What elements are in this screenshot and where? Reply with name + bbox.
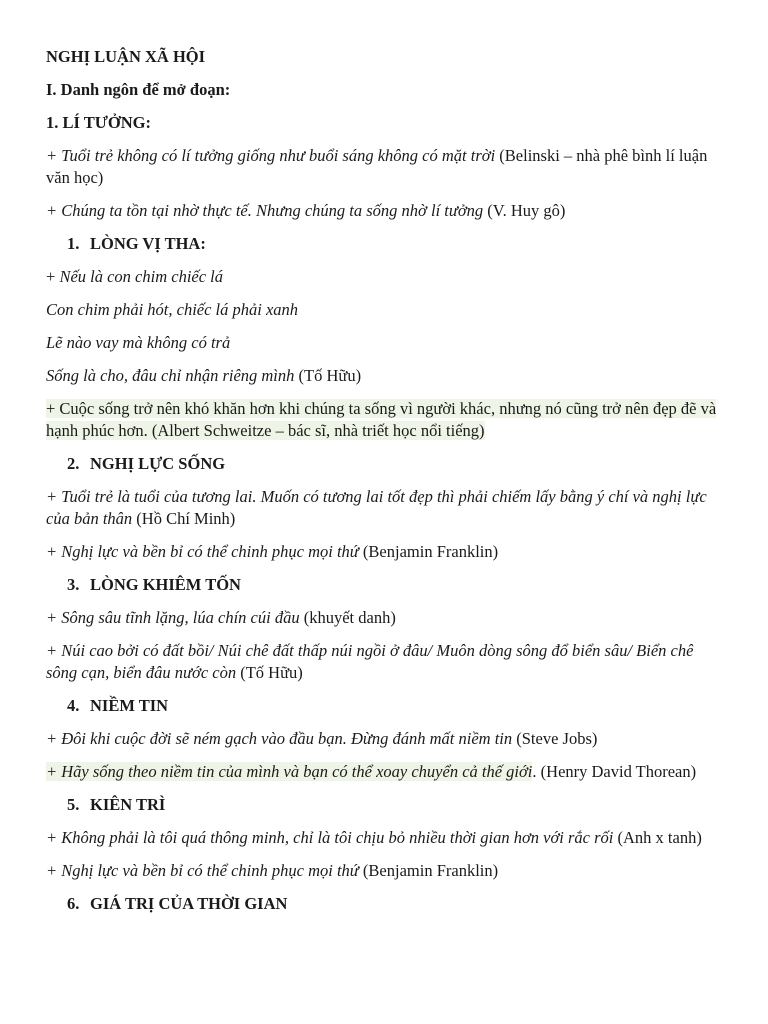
topic-title: LÒNG KHIÊM TỐN — [90, 575, 241, 594]
topic-heading-altruism — [46, 233, 720, 255]
poem-line-2 — [46, 299, 720, 321]
quote-source: (Benjamin Franklin) — [358, 861, 499, 880]
quote-source: . (Henry David Thorean) — [532, 762, 697, 781]
topic-number: 2. — [67, 454, 80, 473]
topic-heading-perseverance — [46, 794, 720, 816]
quote-faith-2 — [46, 761, 720, 783]
document-title: NGHỊ LUẬN XÃ HỘI — [46, 47, 206, 66]
topic-number: 6. — [67, 894, 80, 913]
topic-heading-time — [46, 893, 720, 915]
quote-text: + Tuổi trẻ là tuổi của tương lai. Muốn có tương lai tốt đẹp thì phải chiếm lấy bằng ý chí và nghị lực của bản thân — [46, 487, 707, 528]
quote-source: (Benjamin Franklin) — [358, 542, 499, 561]
quote-text: + Chúng ta tồn tại nhờ thực tế. Nhưng chúng ta sống nhờ lí tưởng — [46, 201, 484, 220]
quote-willpower-2 — [46, 541, 720, 563]
topic-number: 3. — [67, 575, 80, 594]
quote-perseverance-2 — [46, 860, 720, 882]
topic-number: 5. — [67, 795, 80, 814]
topic-number: 4. — [67, 696, 80, 715]
quote-source: (Tố Hữu) — [294, 366, 362, 385]
quote-ideal-1 — [46, 145, 720, 189]
quote-source: (Tố Hữu) — [236, 663, 303, 682]
topic-title: NGHỊ LỰC SỐNG — [90, 454, 226, 473]
quote-source: (Steve Jobs) — [512, 729, 598, 748]
quote-source: (Belinski – nhà phê bình lí luận văn học) — [46, 146, 708, 187]
quote-text: + Sông sâu tĩnh lặng, lúa chín cúi đầu — [46, 608, 300, 627]
poem-text: Con chim phải hót, chiếc lá phải xanh — [46, 300, 299, 319]
quote-source: (Hồ Chí Minh) — [132, 509, 236, 528]
topic-number: 1. — [67, 234, 80, 253]
quote-ideal-2 — [46, 200, 720, 222]
quote-text: + Đôi khi cuộc đời sẽ ném gạch vào đầu bạn. Đừng đánh mất niềm tin — [46, 729, 513, 748]
quote-text: + Hãy sống theo niềm tin của mình và bạn có thể xoay chuyển cả thế giới — [46, 762, 533, 781]
topic-title: KIÊN TRÌ — [90, 795, 166, 814]
quote-text: + Không phải là tôi quá thông minh, chỉ là tôi chịu bỏ nhiều thời gian hơn với rắc rối — [46, 828, 614, 847]
quote-faith-1 — [46, 728, 720, 750]
quote-willpower-1 — [46, 486, 720, 530]
topic-heading-faith — [46, 695, 720, 717]
quote-humility-2 — [46, 640, 720, 684]
poem-text: Sống là cho, đâu chỉ nhận riêng mình — [46, 366, 295, 385]
highlighted-quote: + Cuộc sống trở nên khó khăn hơn khi chúng ta sống vì người khác, nhưng nó cũng trở nên đẹp đẽ và hạnh phúc hơn. (Albert Schweitze – bác sĩ, nhà triết học nổi tiếng) — [46, 399, 717, 440]
topic-heading-humility — [46, 574, 720, 596]
topic-title: LÒNG VỊ THA: — [90, 234, 206, 253]
topic-heading-willpower — [46, 453, 720, 475]
quote-text: + Nghị lực và bền bỉ có thể chinh phục mọi thứ — [46, 542, 359, 561]
topic-title: GIÁ TRỊ CỦA THỜI GIAN — [90, 894, 288, 913]
poem-line-3 — [46, 332, 720, 354]
quote-altruism-2 — [46, 398, 720, 442]
poem-text: Nếu là con chim chiếc lá — [59, 267, 224, 286]
topic-title: NIỀM TIN — [90, 696, 169, 715]
poem-line-1 — [46, 266, 720, 288]
section-heading: I. Danh ngôn để mở đoạn: — [46, 80, 231, 99]
topic-heading-ideal: 1. LÍ TƯỞNG: — [46, 113, 151, 132]
quote-perseverance-1 — [46, 827, 720, 849]
quote-source: (V. Huy gô) — [483, 201, 566, 220]
quote-text: + Núi cao bởi có đất bồi/ Núi chê đất thấp núi ngồi ở đâu/ Muôn dòng sông đổ biển sâu/ Biển chê sông cạn, biển đâu nước còn — [46, 641, 694, 682]
poem-text: Lẽ nào vay mà không có trả — [46, 333, 231, 352]
quote-source: (Anh x tanh) — [613, 828, 702, 847]
quote-source: (khuyết danh) — [299, 608, 396, 627]
quote-text: + Nghị lực và bền bỉ có thể chinh phục mọi thứ — [46, 861, 359, 880]
quote-text: + Tuổi trẻ không có lí tưởng giống như buổi sáng không có mặt trời — [46, 146, 496, 165]
poem-line-4 — [46, 365, 720, 387]
quote-humility-1 — [46, 607, 720, 629]
poem-prefix: + — [46, 267, 60, 286]
